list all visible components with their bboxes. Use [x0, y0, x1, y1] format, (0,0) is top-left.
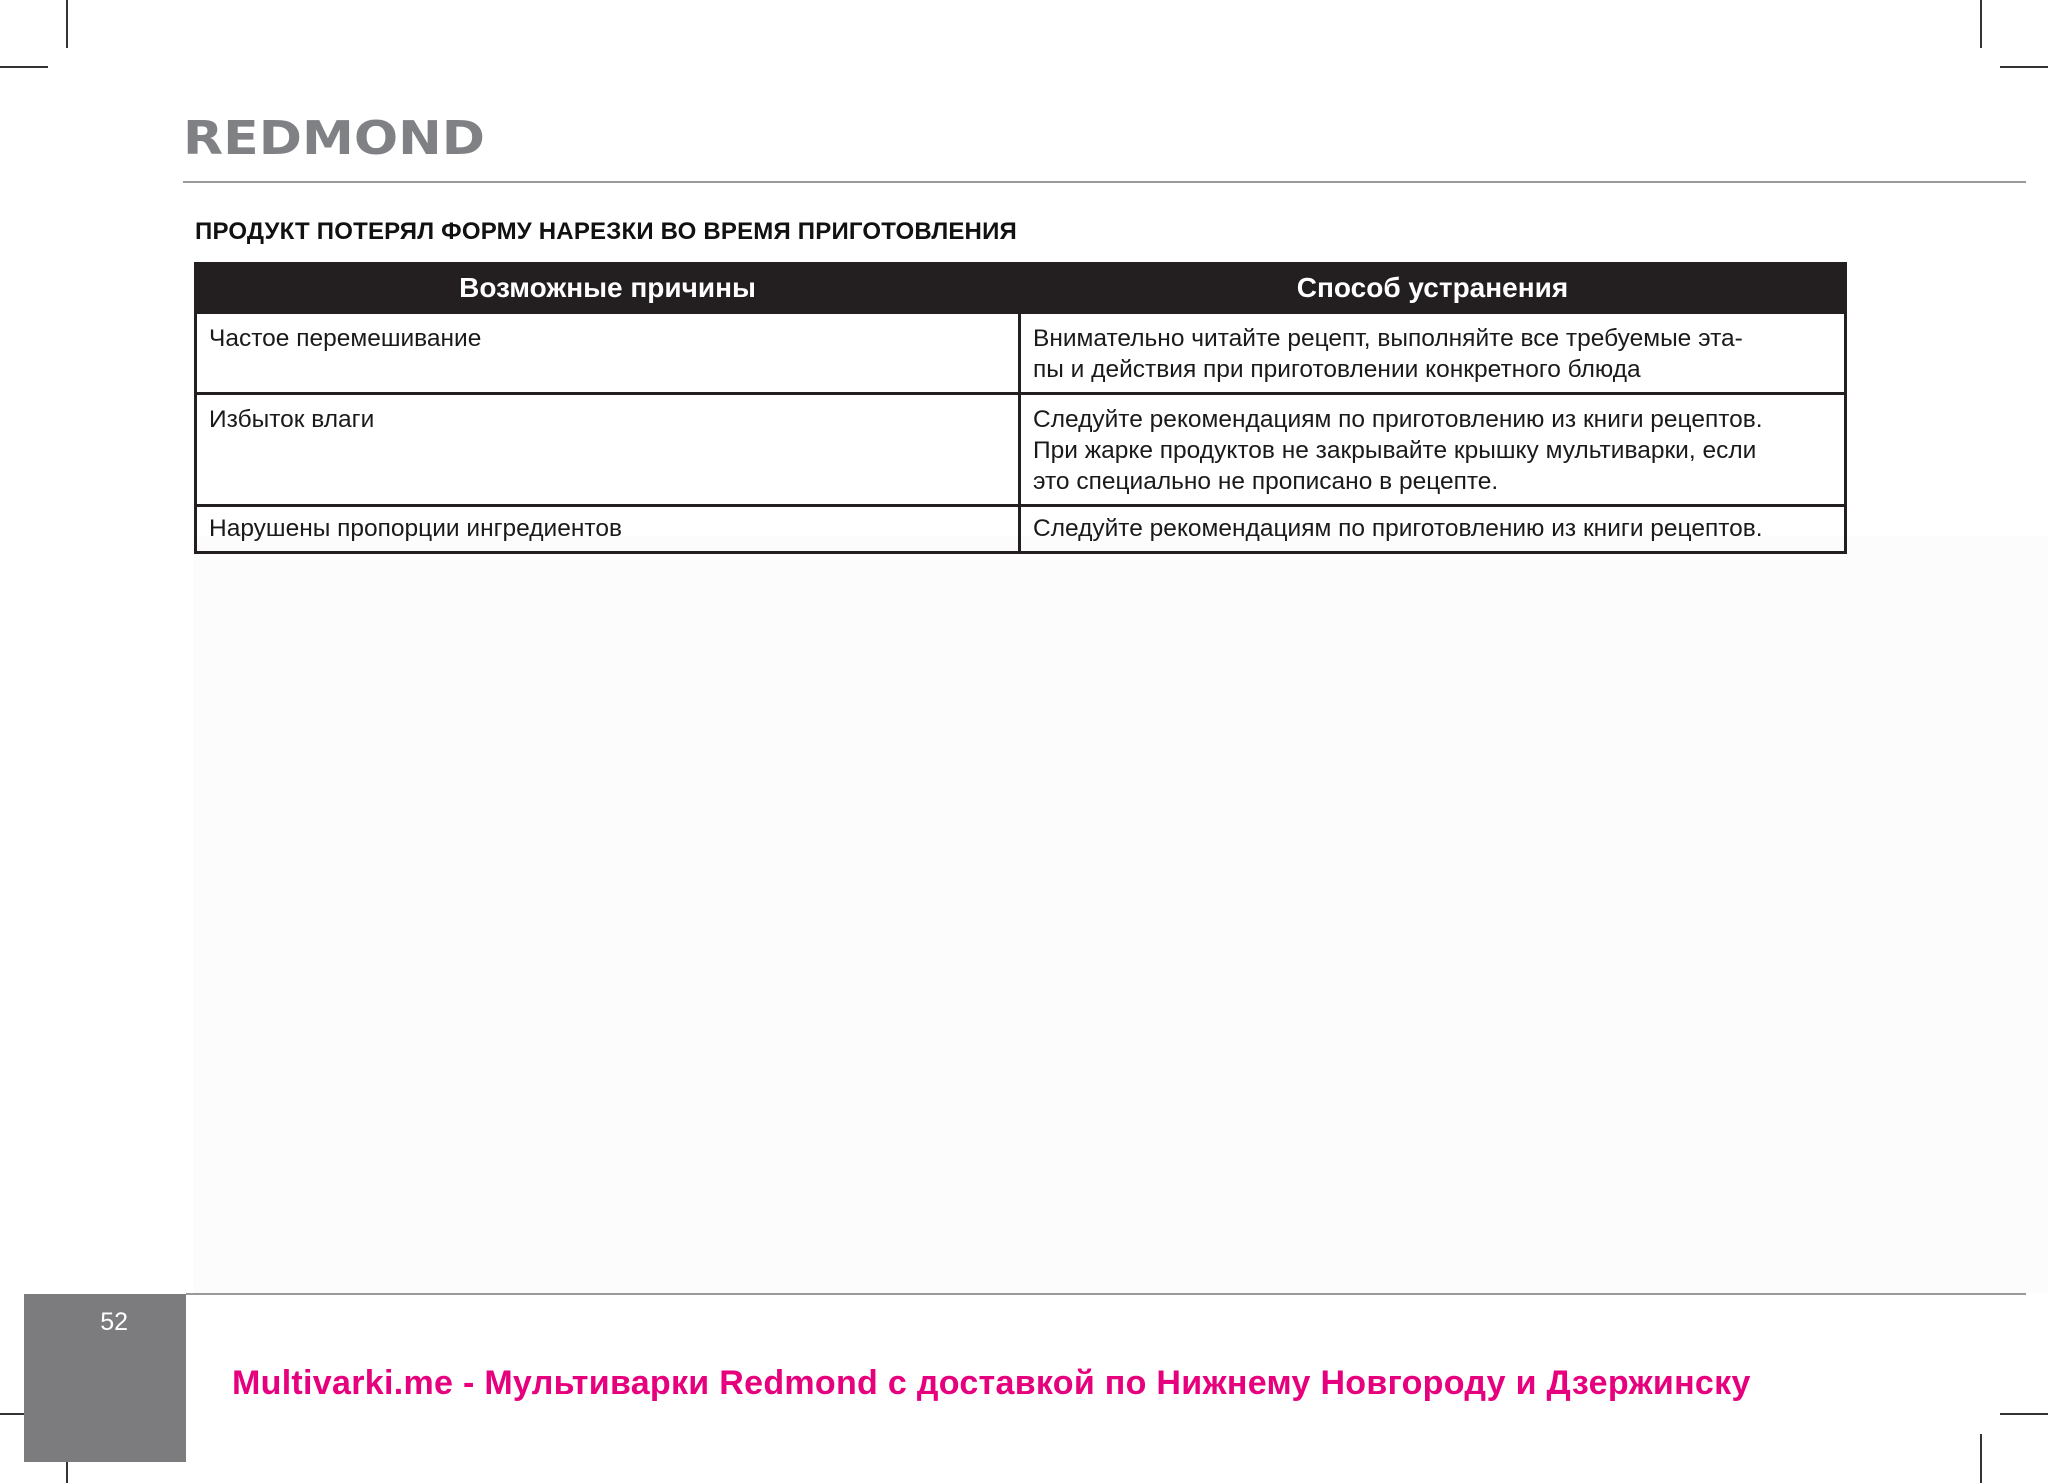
cause-cell: Избыток влаги [196, 394, 1020, 506]
table-row [196, 394, 1846, 506]
footer-rule [186, 1293, 2026, 1295]
table-row [196, 313, 1846, 394]
header-rule [183, 181, 2026, 183]
solution-cell [1020, 313, 1846, 394]
solution-line: это специально не прописано в рецепте. [1033, 468, 1499, 495]
solution-cell [1020, 394, 1846, 506]
redmond-logo-mark [183, 118, 485, 158]
footer-watermark: Multivarki.me - Мультиварки Redmond с доставкой по Нижнему Новгороду и Дзержинску [232, 1364, 1751, 1402]
troubleshooting-table [194, 262, 1847, 554]
page-number-tab [24, 1294, 186, 1462]
svg-text:REDMOND: REDMOND [183, 118, 485, 158]
column-header-solutions: Способ устранения [1020, 264, 1846, 313]
table-row [196, 506, 1846, 553]
crop-mark-top-right-h [2000, 66, 2048, 68]
section-heading: ПРОДУКТ ПОТЕРЯЛ ФОРМУ НАРЕЗКИ ВО ВРЕМЯ ПРИГОТОВЛЕНИЯ [195, 218, 1017, 245]
solution-line: Следуйте рекомендациям по приготовлению из книги рецептов. [1033, 515, 1763, 542]
crop-mark-bottom-right-h [2000, 1413, 2048, 1415]
table-header-row [196, 264, 1846, 313]
solution-cell [1020, 506, 1846, 553]
crop-mark-top-left [66, 0, 68, 48]
crop-mark-top-left-h [0, 66, 48, 68]
solution-line: Следуйте рекомендациям по приготовлению из книги рецептов. [1033, 406, 1763, 433]
cause-cell: Нарушены пропорции ингредиентов [196, 506, 1020, 553]
content-background [193, 536, 2048, 1293]
solution-line: Внимательно читайте рецепт, выполняйте все требуемые эта- [1033, 325, 1743, 352]
page-number: 52 [100, 1308, 128, 1336]
cause-cell: Частое перемешивание [196, 313, 1020, 394]
crop-mark-top-right [1980, 0, 1982, 48]
solution-line: пы и действия при приготовлении конкретного блюда [1033, 356, 1641, 383]
solution-line: При жарке продуктов не закрывайте крышку мультиварки, если [1033, 437, 1757, 464]
redmond-logo [183, 118, 485, 163]
column-header-causes: Возможные причины [196, 264, 1020, 313]
crop-mark-bottom-right [1980, 1434, 1982, 1483]
